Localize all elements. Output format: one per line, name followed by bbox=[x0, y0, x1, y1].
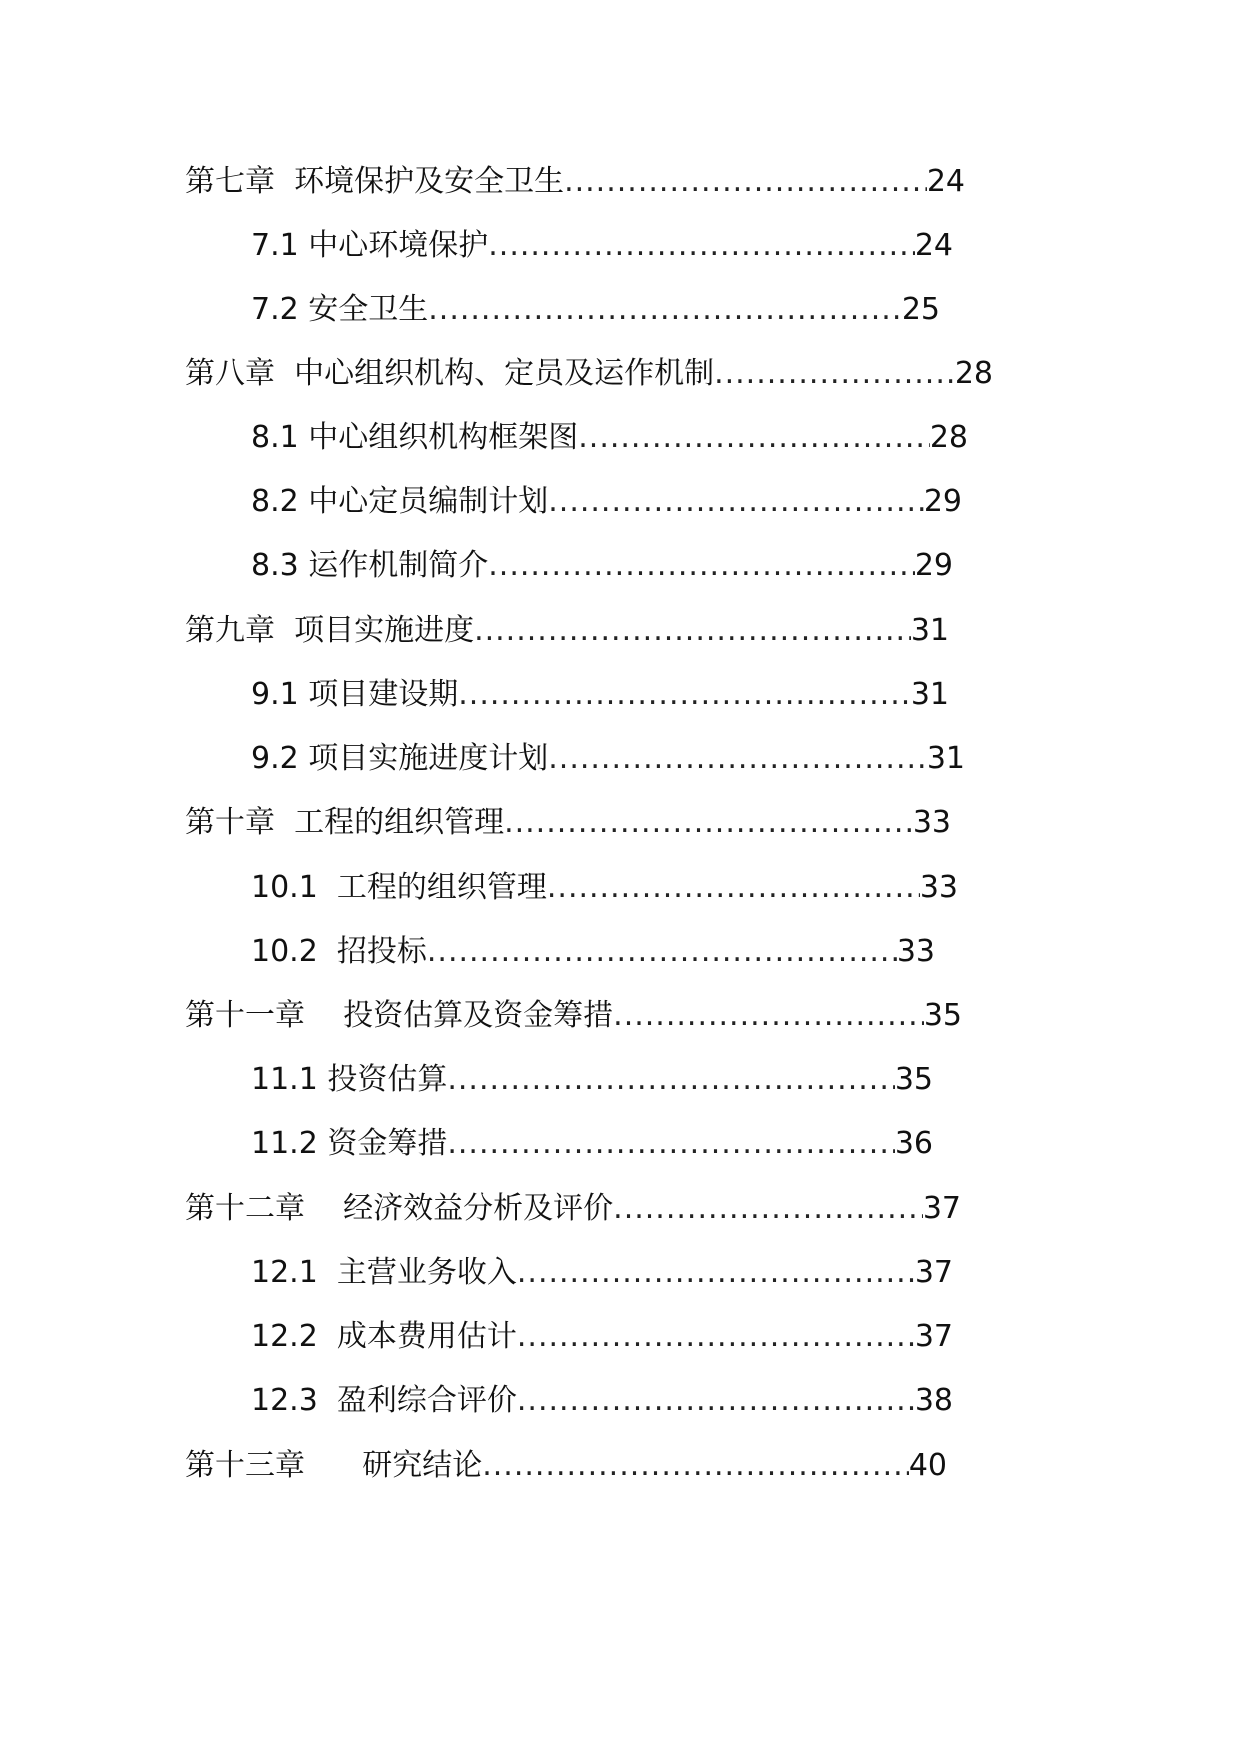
toc-entry-page: 31 bbox=[910, 613, 949, 648]
toc-entry[interactable] bbox=[185, 996, 962, 1036]
toc-leader-dots bbox=[474, 611, 911, 651]
toc-leader-dots bbox=[447, 1124, 894, 1164]
toc-leader-dots bbox=[488, 546, 915, 586]
toc-leader-dots bbox=[547, 868, 920, 908]
toc-entry[interactable] bbox=[185, 354, 993, 394]
toc-entry-page: 24 bbox=[914, 228, 953, 263]
toc-entry[interactable] bbox=[251, 482, 962, 522]
toc-entry[interactable] bbox=[251, 1381, 953, 1421]
toc-entry-page: 33 bbox=[919, 870, 958, 905]
toc-leader-dots bbox=[564, 162, 927, 202]
toc-entry-page: 37 bbox=[914, 1255, 953, 1290]
toc-entry[interactable] bbox=[251, 739, 965, 779]
toc-entry-page: 29 bbox=[923, 484, 962, 519]
toc-leader-dots bbox=[578, 418, 930, 458]
toc-entry-title: 8.1 中心组织机构框架图 bbox=[251, 420, 579, 455]
toc-entry-page: 33 bbox=[896, 934, 935, 969]
toc-entry-page: 37 bbox=[922, 1191, 961, 1226]
toc-entry[interactable] bbox=[251, 418, 968, 458]
toc-entry[interactable] bbox=[251, 1253, 953, 1293]
toc-leader-dots bbox=[427, 932, 897, 972]
toc-entry-page: 38 bbox=[914, 1383, 953, 1418]
toc-entry-page: 25 bbox=[901, 292, 940, 327]
toc-entry-page: 31 bbox=[926, 741, 965, 776]
toc-entry-title: 第八章 中心组织机构、定员及运作机制 bbox=[185, 356, 715, 391]
toc-leader-dots bbox=[488, 226, 915, 266]
toc-leader-dots bbox=[613, 996, 924, 1036]
toc-entry[interactable] bbox=[251, 868, 958, 908]
toc-entry[interactable] bbox=[251, 1060, 933, 1100]
toc-entry-page: 24 bbox=[926, 164, 965, 199]
toc-entry-title: 9.2 项目实施进度计划 bbox=[251, 741, 549, 776]
toc-entry-title: 11.1 投资估算 bbox=[251, 1062, 448, 1097]
toc-entry-page: 35 bbox=[894, 1062, 933, 1097]
toc-leader-dots bbox=[482, 1446, 909, 1486]
toc-entry-page: 29 bbox=[914, 548, 953, 583]
toc-entry[interactable] bbox=[185, 803, 951, 843]
toc-entry[interactable] bbox=[251, 290, 940, 330]
toc-leader-dots bbox=[613, 1189, 923, 1229]
toc-entry[interactable] bbox=[251, 226, 953, 266]
toc-entry-title: 12.3 盈利综合评价 bbox=[251, 1383, 517, 1418]
toc-entry-page: 36 bbox=[894, 1126, 933, 1161]
toc-entry-title: 第九章 项目实施进度 bbox=[185, 613, 475, 648]
toc-entry-title: 7.2 安全卫生 bbox=[251, 292, 429, 327]
toc-leader-dots bbox=[428, 290, 902, 330]
toc-entry[interactable] bbox=[185, 1446, 947, 1486]
toc-entry-page: 31 bbox=[910, 677, 949, 712]
toc-entry-title: 第七章 环境保护及安全卫生 bbox=[185, 164, 565, 199]
toc-leader-dots bbox=[548, 482, 924, 522]
toc-entry-title: 8.3 运作机制简介 bbox=[251, 548, 489, 583]
toc-entry-title: 11.2 资金筹措 bbox=[251, 1126, 448, 1161]
toc-leader-dots bbox=[458, 675, 911, 715]
toc-entry-title: 第十二章 经济效益分析及评价 bbox=[185, 1191, 614, 1226]
toc-entry-page: 33 bbox=[912, 805, 951, 840]
toc-entry[interactable] bbox=[185, 1189, 961, 1229]
toc-entry-title: 7.1 中心环境保护 bbox=[251, 228, 489, 263]
toc-entry-page: 28 bbox=[954, 356, 993, 391]
toc-entry-title: 8.2 中心定员编制计划 bbox=[251, 484, 549, 519]
toc-entry-page: 28 bbox=[929, 420, 968, 455]
toc-entry[interactable] bbox=[251, 1317, 953, 1357]
toc-entry-title: 10.2 招投标 bbox=[251, 934, 427, 969]
toc-leader-dots bbox=[447, 1060, 894, 1100]
toc-leader-dots bbox=[517, 1317, 915, 1357]
toc-entry-title: 第十一章 投资估算及资金筹措 bbox=[185, 998, 614, 1033]
toc-entry[interactable] bbox=[185, 611, 949, 651]
toc-entry[interactable] bbox=[251, 1124, 933, 1164]
toc-leader-dots bbox=[548, 739, 927, 779]
toc-entry-title: 12.1 主营业务收入 bbox=[251, 1255, 517, 1290]
toc-entry-title: 10.1 工程的组织管理 bbox=[251, 870, 547, 905]
toc-leader-dots bbox=[517, 1253, 915, 1293]
toc-entry[interactable] bbox=[251, 546, 953, 586]
toc-entry-title: 9.1 项目建设期 bbox=[251, 677, 459, 712]
toc-entry-page: 40 bbox=[908, 1448, 947, 1483]
toc-entry-title: 第十章 工程的组织管理 bbox=[185, 805, 505, 840]
toc-entry-title: 第十三章 研究结论 bbox=[185, 1448, 483, 1483]
toc-entry-page: 37 bbox=[914, 1319, 953, 1354]
toc-entry[interactable] bbox=[251, 675, 949, 715]
toc-entry-page: 35 bbox=[923, 998, 962, 1033]
toc-leader-dots bbox=[517, 1381, 915, 1421]
toc-entry[interactable] bbox=[251, 932, 935, 972]
toc-leader-dots bbox=[504, 803, 913, 843]
toc-entry-title: 12.2 成本费用估计 bbox=[251, 1319, 517, 1354]
toc-entry[interactable] bbox=[185, 162, 965, 202]
toc-leader-dots bbox=[714, 354, 955, 394]
